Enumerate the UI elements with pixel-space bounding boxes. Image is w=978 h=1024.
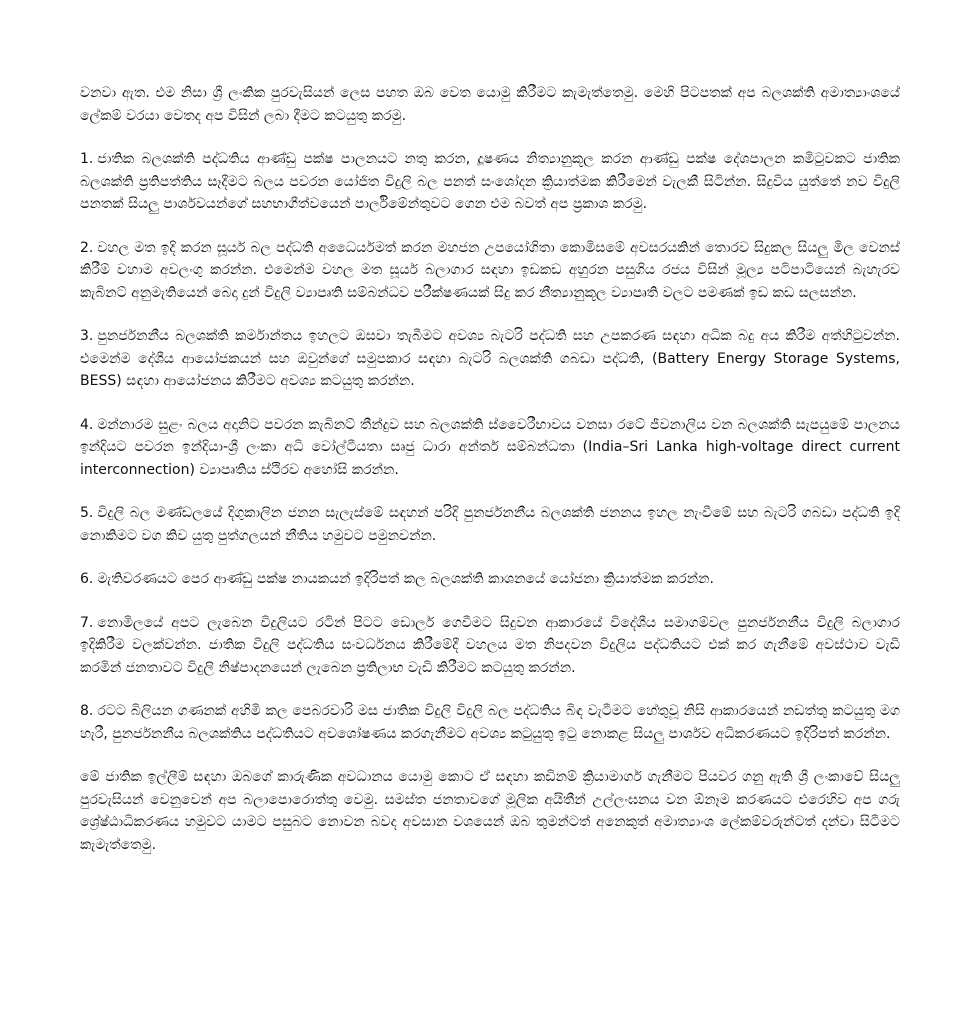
item-number: 5. [80,505,94,521]
numbered-item [80,700,900,745]
numbered-item [80,612,900,680]
item-number: 4. [80,416,94,433]
item-text: මන්නාරම සුළං බලය අදානිට පවරන කැබිනට් තීන්දුව සහ බලශක්ති ස්වෛරීභාවය වනසා රටේ ජීවනාලිය වන බලශක්ති සැපයුමේ පාලනය ඉන්දියට පවරන ඉන්දියා-ශ්‍රී ලංකා අධි වෝල්ටීයතා සෘජු ධාරා අන්තර් සම්බන්ධතා (India–Sri Lanka high-voltage direct current interconnection) ව්‍යාපෘතිය ස්ථිරව අහෝසි කරන්න. [80,416,900,478]
closing-paragraph: මේ ජාතික ඉල්ලීම් සඳහා ඔබගේ කාරුණික අවධානය යොමු කොට ඒ සඳහා කඩිනම් ක්‍රියාමාර්ග ගැනීමට පියවර ගනු ඇති ශ්‍රී ලංකාවේ සියලු පුරවැසියන් වෙනුවෙන් අප බලාපොරොත්තු වෙමු. සමස්ත ජනතාවගේ මූලික අයිතීන් උල්ලංඝනය වන ඕනෑම කරණයට එරෙහිව අප ගරු ශ්‍රේෂ්ඨාධිකරණය හමුවට යාමට පසුබට නොවන බවද අවසාන වශයෙන් ඔබ තුමන්ටත් අනෙකුත් අමාත්‍යාංශ ලේකම්වරුන්ටත් දන්වා සිටීමට කැමැත්තෙමු. [80,769,900,853]
item-text: රටට බිලියන ගණනක් අහිමි කල පෙබරවාරි මස ජාතික විදුලි විදුලි බල පද්ධතිය බිඳ වැටීමට හේතුවූ නිසි ආකාරයෙන් නඩත්තු කටයුතු මග හැරී, පුනර්ජනනීය බලශක්තිය පද්ධතියට අවශෝෂණය කරගැනීමට අවශ්‍ය කටුයුතු ඉටු නොකළ සියලු පාර්ශව අධිකරණයට ඉදිරිපත් කරන්න. [80,703,900,742]
item-text: මැතිවරණයට පෙර ආණ්ඩු පක්ෂ නායකයන් ඉදිරිපත් කල බලශක්ති කාශනයේ යෝජනා ක්‍රියාත්මක කරන්න. [97,571,714,587]
document-body [80,82,900,877]
item-number: 7. [80,614,94,631]
numbered-item [80,237,900,305]
item-number: 6. [80,571,94,587]
intro-paragraph: වනවා ඇත. එම නිසා ශ්‍රී ලංකික පුරවැසියන් ලෙස පහත ඔබ වෙත යොමු කිරීමට කැමැත්තෙමු. මෙහි පිටපතක් අප බලශක්ති අමාත්‍යාංශයේ ලේකම් වරයා වෙතද අප විසින් ලබා දීමට කටයුතු කරමු. [80,85,900,124]
numbered-item [80,148,900,216]
numbered-item [80,325,900,393]
numbered-item [80,414,900,482]
item-number: 2. [80,239,94,256]
item-number: 8. [80,703,94,719]
item-text: නොමිලයේ අපට ලැබෙන විදුලියට රටින් පිටට ඩොලර් ගෙවීමට සිදුවන ආකාරයේ විදේශීය සමාගම්වල පුනර්ජනනීය විදුලි බලාගාර ඉදිකිරීම වලක්වන්න. ජාතික විදුලි පද්ධතිය සංවර්ධනය කිරීමේදී වහලය මත නිපදවන විදුලිය පද්ධතියට එක් කර ගැනීමේ අවස්ථාව වැඩි කරමින් ජනතාවට විදුලි නිෂ්පාදනයෙන් ලැබෙන ප්‍රතිලාභ වැඩි කිරීමට කටයුතු කරන්න. [80,614,900,676]
item-number: 3. [80,328,94,344]
item-text: වහල මත ඉදි කරන සූර්ය බල පද්ධති අධෛර්යමත් කරන මහජන උපයෝගිතා කොමිසමේ අවසරයකින් තොරව සිදුකල සියලු මිල වෙනස් කිරීම් වහාම අවලංගු කරන්න. එමෙන්ම වහල මත සූර්ය බලාගාර සඳහා ඉඩකඩ අහුරන පසුගිය රජය විසින් මූල්‍ය පටිපාටියෙන් බැහැරව කැබිනට් අනුමැතියෙන් බෙදා දුන් විදුලි ව්‍යාපෘති සම්බන්ධව පරීක්ෂණයක් සිදු කර නීත්‍යානුකූල ව්‍යාපෘති වලට පමණක් ඉඩ කඩ සලසන්න. [80,239,900,301]
item-number: 1. [80,151,94,167]
item-text: ජාතික බලශක්ති පද්ධතිය ආණ්ඩු පක්ෂ පාලනයට නතු කරන, දූෂණය නිත්‍යානුකූල කරන ආණ්ඩු පක්ෂ දේශපාලන කමිටුවකට ජාතික බලශක්ති ප්‍රතිපත්තිය සෑදීමට බලය පවරන යෝජිත විදුලි බල පනත් සංශෝදන ක්‍රියාත්මක කිරීමෙන් වැලකී සිටින්න. සිදුවිය යුත්තේ නව විදුලි පනතක් සියලු පාර්ශවයන්ගේ සහභාගීත්වයෙන් පාර්ලිමේන්තුවට ගෙන එම බවත් අප ප්‍රකාශ කරමු. [80,151,900,212]
numbered-item [80,502,900,547]
item-text: විදුලි බල මණ්ඩලයේ දිගුකාලින ජනන සැලැස්මේ සඳහන් පරිදි පුනර්ජනනීය බලශක්ති ජනනය ඉහල නැංවීමේ සහ බැටරි ගබඩා පද්ධති ඉදි නොකිමට වග කිව යුතු පුත්ගලයන් නීතිය හමුවට පමුනවන්න. [80,505,900,544]
numbered-item [80,568,900,591]
item-text: පුනර්ජනනීය බලශක්ති කර්මාන්තය ඉහලට ඔසවා තැබීමට අවශ්‍ය බැටරි පද්ධති සහ උපකරණ සඳහා අධික බදු අය කිරීම අත්හිටුවන්න. එමෙන්ම දේශීය ආයෝජකයන් සහ ඔවුන්ගේ සමුපකාර සඳහා බැටරි බලශක්ති ගබඩා පද්ධති, (Battery Energy Storage Systems, BESS) සඳහා ආයෝජනය කිරීමට අවශ්‍ය කටයුතු කරන්න. [80,328,900,389]
